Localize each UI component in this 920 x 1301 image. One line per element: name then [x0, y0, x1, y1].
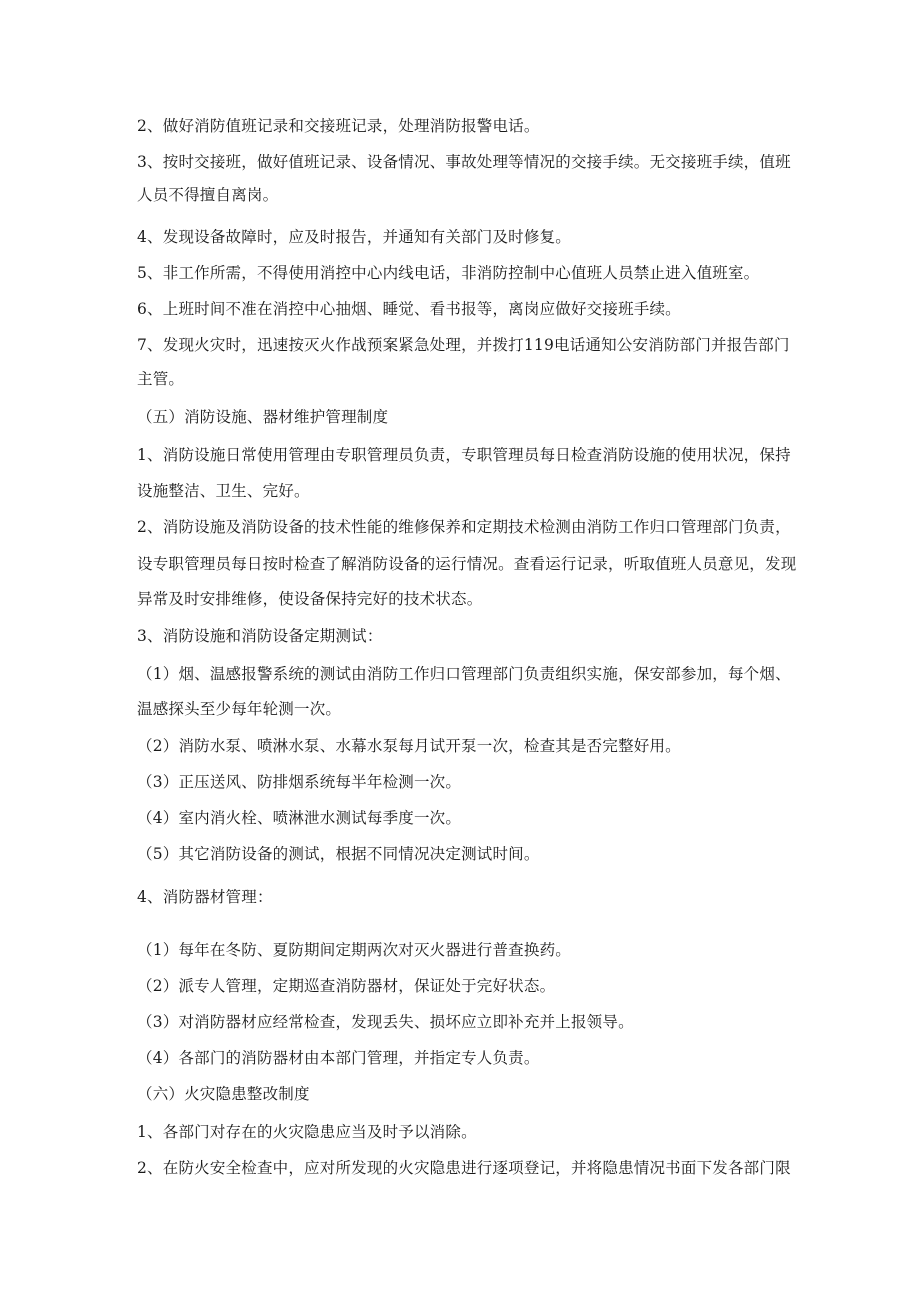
text-line: 3、按时交接班，做好值班记录、设备情况、事故处理等情况的交接手续。无交接班手续，值班 — [137, 153, 791, 171]
text-line: 异常及时安排维修，使设备保持完好的技术状态。 — [137, 590, 483, 608]
text-line: 温感探头至少每年轮测一次。 — [137, 700, 342, 718]
text-line: 4、消防器材管理： — [137, 888, 273, 906]
text-line: 设施整洁、卫生、完好。 — [137, 482, 310, 500]
text-line: 2、消防设施及消防设备的技术性能的维修保养和定期技术检测由消防工作归口管理部门负责， — [137, 518, 791, 536]
text-line: （3）正压送风、防排烟系统每半年检测一次。 — [137, 773, 462, 791]
text-line: 主管。 — [137, 370, 185, 388]
text-line: （4）室内消火栓、喷淋泄水测试每季度一次。 — [137, 809, 462, 827]
text-line: （2）派专人管理，定期巡查消防器材，保证处于完好状态。 — [137, 977, 556, 995]
text-line: 2、在防火安全检查中，应对所发现的火灾隐患进行逐项登记，并将隐患情况书面下发各部门限 — [137, 1159, 791, 1177]
text-line: 3、消防设施和消防设备定期测试： — [137, 627, 383, 645]
text-line: 4、发现设备故障时，应及时报告，并通知有关部门及时修复。 — [137, 228, 571, 246]
text-line: （4）各部门的消防器材由本部门管理，并指定专人负责。 — [137, 1049, 540, 1067]
text-line: （1）每年在冬防、夏防期间定期两次对灭火器进行普查换药。 — [137, 941, 571, 959]
text-line: （1）烟、温感报警系统的测试由消防工作归口管理部门负责组织实施，保安部参加，每个烟、 — [137, 665, 791, 683]
text-line: 人员不得擅自离岗。 — [137, 186, 279, 204]
text-line: 2、做好消防值班记录和交接班记录，处理消防报警电话。 — [137, 117, 540, 135]
section-heading: （六）火灾隐患整改制度 — [137, 1085, 310, 1103]
text-line: （2）消防水泵、喷淋水泵、水幕水泵每月试开泵一次，检查其是否完整好用。 — [137, 737, 681, 755]
text-line: 7、发现火灾时，迅速按灭火作战预案紧急处理，并拨打119电话通知公安消防部门并报告部门 — [137, 336, 790, 354]
section-heading: （五）消防设施、器材维护管理制度 — [137, 408, 389, 426]
text-line: 1、各部门对存在的火灾隐患应当及时予以消除。 — [137, 1123, 477, 1141]
text-line: 6、上班时间不准在消控中心抽烟、睡觉、看书报等，离岗应做好交接班手续。 — [137, 300, 681, 318]
text-line: 5、非工作所需，不得使用消控中心内线电话，非消防控制中心值班人员禁止进入值班室。 — [137, 264, 760, 282]
text-line: 设专职管理员每日按时检查了解消防设备的运行情况。查看运行记录，听取值班人员意见，发现 — [137, 555, 797, 573]
text-line: （5）其它消防设备的测试，根据不同情况决定测试时间。 — [137, 845, 540, 863]
text-line: （3）对消防器材应经常检查，发现丢失、损坏应立即补充并上报领导。 — [137, 1013, 634, 1031]
text-line: 1、消防设施日常使用管理由专职管理员负责，专职管理员每日检查消防设施的使用状况，保持 — [137, 446, 791, 464]
